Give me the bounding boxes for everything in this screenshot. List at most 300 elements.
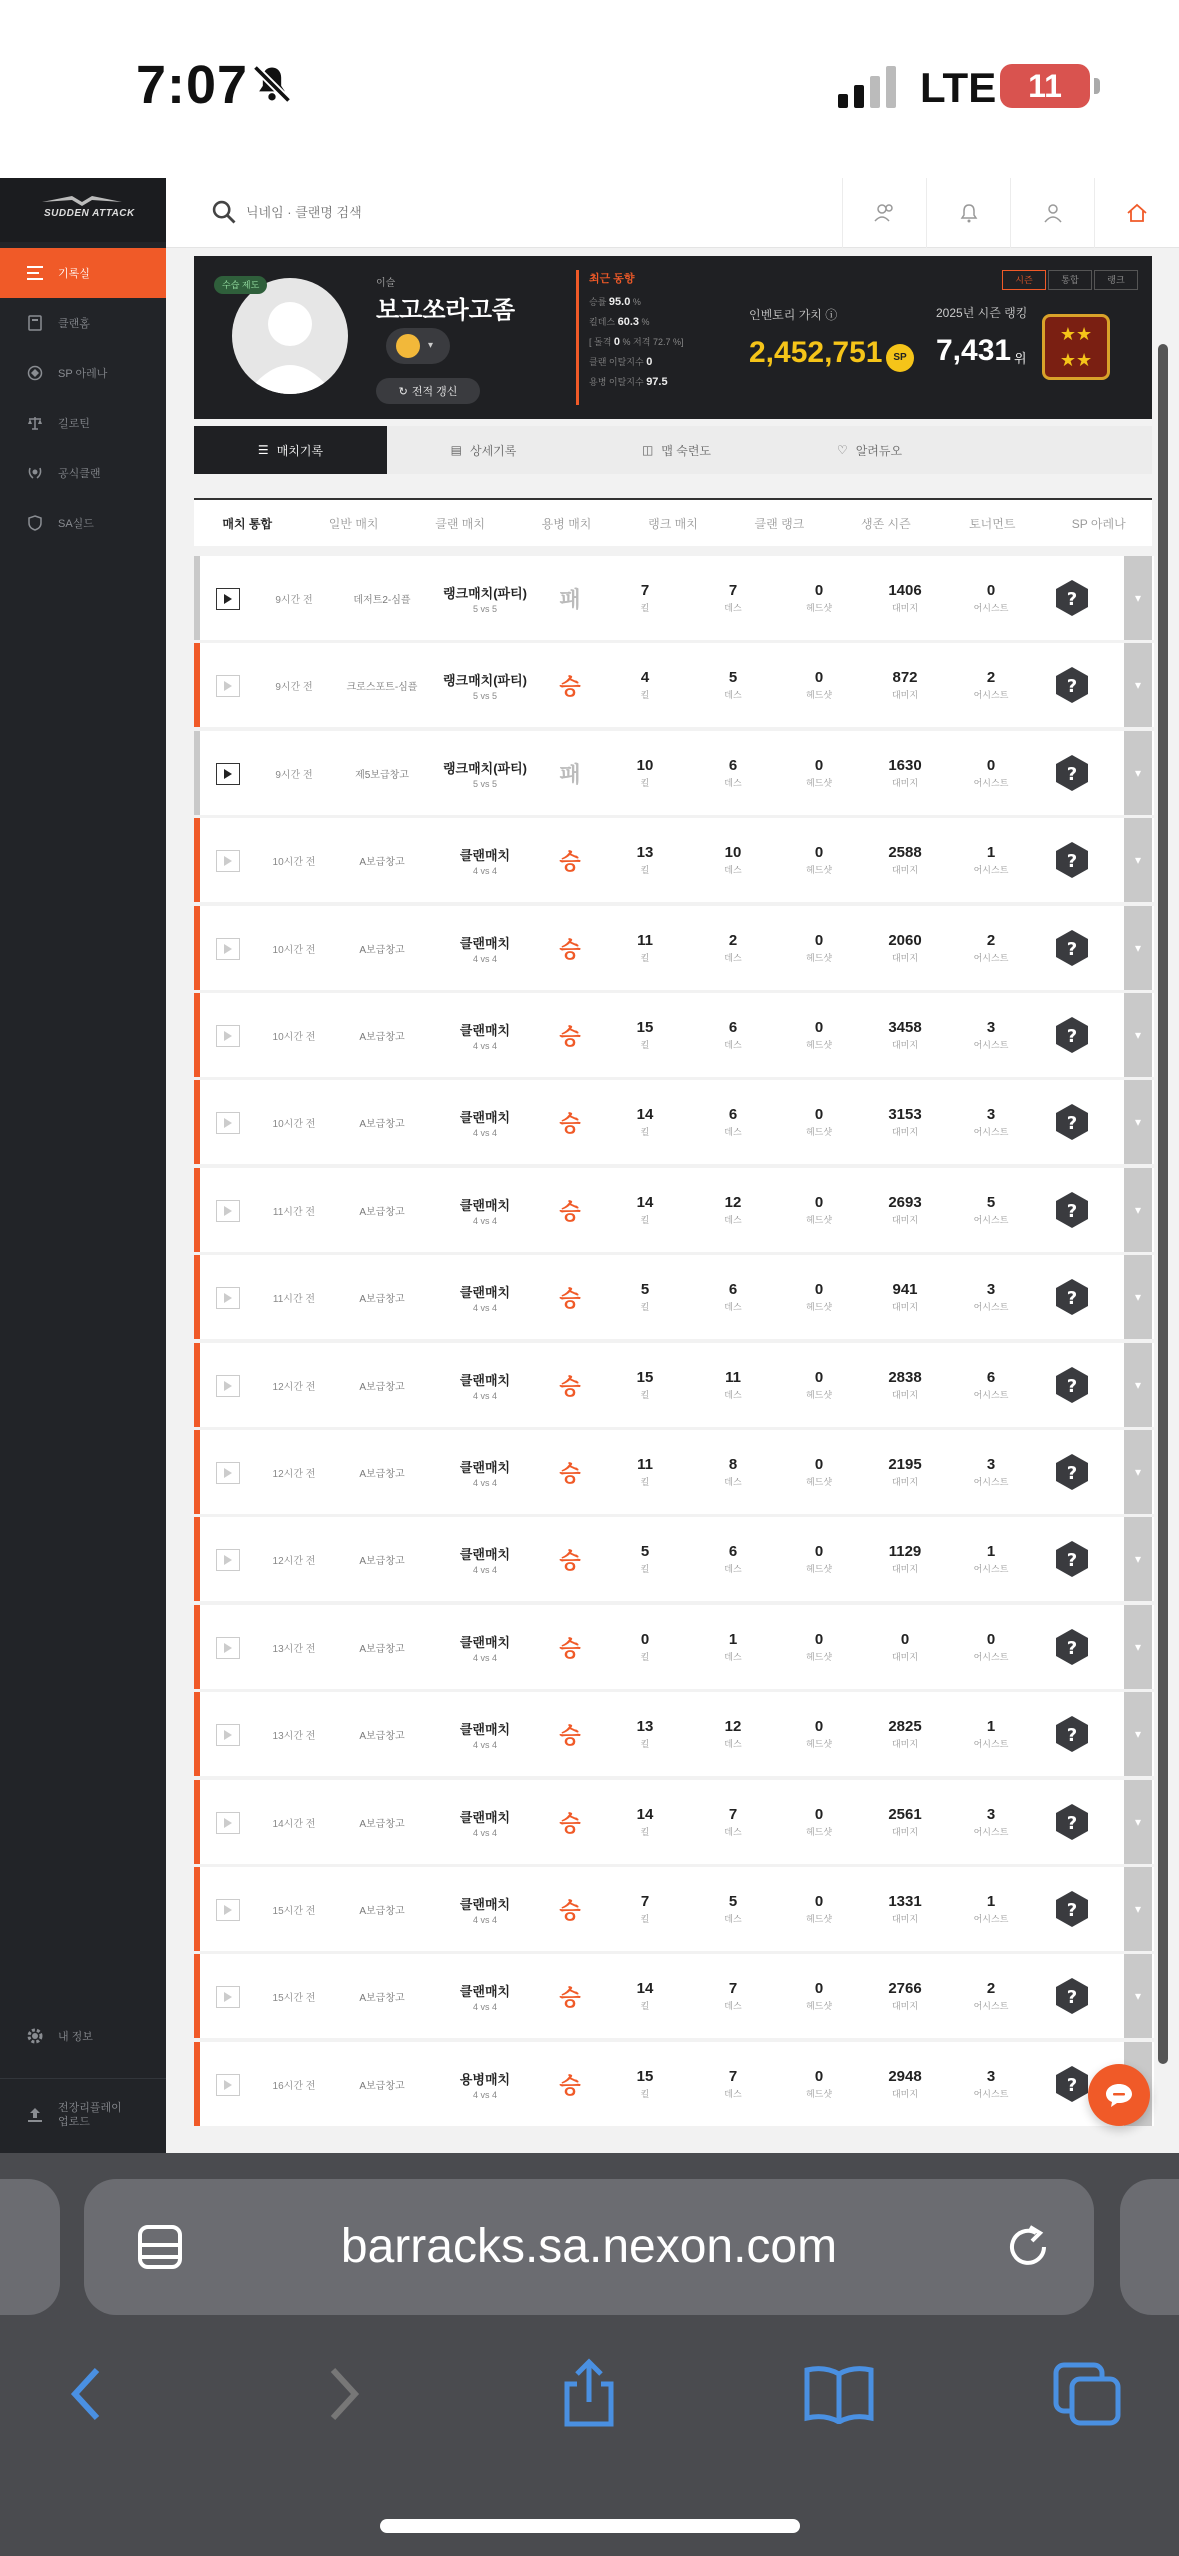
question-hex-icon	[1052, 1802, 1092, 1842]
expand-row-button[interactable]: ▾	[1124, 1692, 1152, 1776]
stat-damage: 2948 대미지	[888, 2068, 922, 2099]
replay-button[interactable]	[216, 938, 240, 960]
main-content	[166, 248, 1179, 2153]
bell-icon	[960, 203, 978, 223]
match-time: 13시간 전	[272, 1643, 316, 1655]
search-icon	[210, 198, 238, 226]
stat-headshot: 0 헤드샷	[805, 669, 833, 700]
filter-normal[interactable]: 일반 매치	[328, 516, 379, 531]
recent-title: 최근 동향	[589, 273, 635, 285]
stat-headshot: 0 헤드샷	[805, 1194, 833, 1225]
search-input[interactable]	[246, 194, 766, 230]
next-tab-peek[interactable]	[1120, 2179, 1179, 2315]
caret-down-icon: ▾	[428, 340, 434, 351]
match-mode	[430, 1517, 540, 1601]
result-bar	[194, 556, 200, 640]
logo[interactable]	[0, 178, 166, 242]
recent-winrate: 승률 95.0 %	[589, 296, 641, 308]
expand-row-button[interactable]: ▾	[1124, 1517, 1152, 1601]
replay-button[interactable]	[216, 1287, 240, 1309]
stat-headshot: 0 헤드샷	[805, 757, 833, 788]
question-hex-icon	[1052, 1539, 1092, 1579]
mode-team-size: 5 vs 5	[472, 690, 497, 701]
play-icon	[223, 594, 233, 604]
tab-duo[interactable]: ♡ 알려듀오	[836, 443, 903, 458]
expand-row-button[interactable]: ▾	[1124, 556, 1152, 640]
match-time: 12시간 전	[272, 1468, 316, 1480]
match-map: A보급창고	[359, 1643, 405, 1655]
recent-kd: 킬데스 60.3 %	[589, 316, 650, 328]
sidebar-item-guillotine[interactable]	[0, 398, 166, 448]
play-icon	[223, 1643, 233, 1653]
match-mode	[430, 1692, 540, 1776]
chevron-right-icon	[323, 2364, 363, 2424]
heart-icon: ♡	[836, 443, 848, 457]
avatar-placeholder-icon	[232, 278, 348, 394]
result-bar	[194, 1780, 200, 1864]
match-map: A보급창고	[359, 2080, 405, 2092]
status-time: 7:07	[136, 55, 249, 115]
question-hex-icon	[1052, 2064, 1092, 2104]
table-row[interactable]	[194, 1080, 1154, 1164]
play-icon	[223, 1730, 233, 1740]
match-map: A보급창고	[359, 1206, 405, 1218]
season-tab-season[interactable]: 시즌	[1002, 270, 1046, 290]
sidebar-item-clanhome[interactable]	[0, 298, 166, 348]
refresh-label: 전적 갱신	[411, 386, 458, 398]
match-result: 패	[559, 586, 581, 612]
mode-team-size: 4 vs 4	[472, 1302, 497, 1313]
stat-headshot: 0 헤드샷	[805, 2068, 833, 2099]
refresh-record-button[interactable]	[376, 378, 480, 404]
sidebar-item-label: SP 아레나	[58, 368, 108, 380]
notification-button[interactable]	[926, 178, 1010, 248]
replay-button[interactable]	[216, 1462, 240, 1484]
expand-row-button[interactable]: ▾	[1124, 818, 1152, 902]
match-result: 승	[559, 1373, 581, 1399]
stat-damage: 3153 대미지	[888, 1106, 922, 1137]
mode-team-size: 4 vs 4	[472, 1564, 497, 1575]
mode-team-size: 4 vs 4	[472, 1827, 497, 1838]
stat-death: 7 데스	[724, 1806, 742, 1837]
stat-damage: 1129 대미지	[888, 1543, 922, 1574]
battery-level: 11	[1028, 68, 1062, 104]
table-row[interactable]	[194, 1430, 1154, 1514]
match-map: A보급창고	[359, 1031, 405, 1043]
stat-headshot: 0 헤드샷	[805, 1456, 833, 1487]
stat-damage: 2588 대미지	[888, 844, 922, 875]
laurel-icon	[26, 464, 44, 482]
match-time: 15시간 전	[272, 1992, 316, 2004]
expand-row-button[interactable]: ▾	[1124, 993, 1152, 1077]
stat-damage: 2693 대미지	[888, 1194, 922, 1225]
match-result: 승	[559, 1460, 581, 1486]
filter-survival[interactable]: 생존 시즌	[860, 516, 911, 531]
stat-death: 6 데스	[724, 1281, 742, 1312]
back-button[interactable]	[42, 2349, 132, 2439]
result-bar	[194, 643, 200, 727]
expand-row-button[interactable]: ▾	[1124, 906, 1152, 990]
question-hex-icon	[1052, 1976, 1092, 2016]
replay-button[interactable]	[216, 1899, 240, 1921]
clan-name[interactable]: 이슬	[376, 278, 396, 289]
season-rank-value: 7,431	[936, 334, 1012, 367]
table-row[interactable]	[194, 906, 1154, 990]
svg-text:?: ?	[1066, 1987, 1078, 2008]
match-mode	[430, 1605, 540, 1689]
stat-damage: 2561 대미지	[888, 1806, 922, 1837]
table-row[interactable]	[194, 1255, 1154, 1339]
svg-text:?: ?	[1066, 1376, 1078, 1397]
match-time: 13시간 전	[272, 1730, 316, 1742]
replay-button[interactable]	[216, 1637, 240, 1659]
play-icon	[223, 1381, 233, 1391]
table-row[interactable]	[194, 2042, 1154, 2126]
inventory-label: 인벤토리 가치 ⓘ	[749, 308, 838, 322]
tab-map-skill[interactable]: ◫ 맵 숙련도	[641, 443, 712, 458]
play-icon	[223, 769, 233, 779]
stat-assist: 2 어시스트	[973, 932, 1009, 963]
sidebar-item-sa-shield[interactable]	[0, 498, 166, 548]
mode-name: 클랜매치	[459, 1634, 511, 1650]
signal-icon	[838, 66, 900, 108]
stat-assist: 5 어시스트	[973, 1194, 1009, 1225]
filter-mercenary[interactable]: 용병 매치	[541, 516, 592, 531]
rank-stars: ★★ ★★	[1059, 324, 1093, 370]
match-mode	[430, 1867, 540, 1951]
reload-icon[interactable]	[1002, 2221, 1054, 2273]
match-map: A보급창고	[359, 1730, 405, 1742]
logo-wing-icon	[42, 194, 122, 208]
upload-label: 전장리플레이 업로드	[58, 2101, 122, 2128]
sidebar-upload-replay[interactable]	[0, 2078, 166, 2150]
mode-name: 클랜매치	[459, 1809, 511, 1825]
mode-name: 클랜매치	[459, 1721, 511, 1737]
match-map: A보급창고	[359, 1818, 405, 1830]
inventory-value: 2,452,751	[749, 336, 883, 369]
question-hex-icon	[1052, 1627, 1092, 1667]
tab-match-record[interactable]: ☰ 매치기록	[194, 426, 387, 474]
table-row[interactable]	[194, 643, 1154, 727]
result-bar	[194, 1605, 200, 1689]
result-bar	[194, 2042, 200, 2126]
play-icon	[223, 856, 233, 866]
season-tab-total[interactable]: 통합	[1048, 270, 1092, 290]
mode-team-size: 4 vs 4	[472, 1127, 497, 1138]
stat-kill: 0 킬	[640, 1631, 650, 1662]
stat-kill: 14 킬	[636, 1980, 654, 2011]
filter-rank[interactable]: 랭크 매치	[648, 516, 698, 531]
replay-button[interactable]	[216, 1986, 240, 2008]
table-row[interactable]	[194, 556, 1154, 640]
match-map: A보급창고	[359, 1118, 405, 1130]
friends-icon	[874, 203, 896, 223]
match-result: 승	[559, 848, 581, 874]
match-result: 승	[559, 673, 581, 699]
browser-toolbar	[0, 2153, 1179, 2556]
emblem-selector[interactable]	[386, 328, 450, 364]
battery-icon	[1000, 64, 1090, 108]
mode-team-size: 4 vs 4	[472, 1215, 497, 1226]
match-result: 승	[559, 2072, 581, 2098]
my-info-label: 내 정보	[58, 2031, 93, 2043]
stat-headshot: 0 헤드샷	[805, 1806, 833, 1837]
table-row[interactable]	[194, 1954, 1154, 2038]
question-hex-icon	[1052, 1714, 1092, 1754]
stat-kill: 15 킬	[636, 1369, 654, 1400]
play-icon	[223, 1555, 233, 1565]
home-indicator	[380, 2519, 800, 2533]
sidebar-item-records[interactable]	[0, 248, 166, 298]
home-button[interactable]	[1094, 178, 1178, 248]
svg-text:?: ?	[1066, 2075, 1078, 2096]
stat-death: 2 데스	[724, 932, 742, 963]
scrollbar[interactable]	[1158, 344, 1168, 2064]
table-row[interactable]	[194, 1517, 1154, 1601]
replay-button[interactable]	[216, 1112, 240, 1134]
address-bar[interactable]	[84, 2179, 1094, 2315]
svg-text:?: ?	[1066, 1550, 1078, 1571]
stat-damage: 941 대미지	[891, 1281, 919, 1312]
match-map: A보급창고	[359, 1992, 405, 2004]
expand-row-button[interactable]: ▾	[1124, 731, 1152, 815]
stat-damage: 1406 대미지	[888, 582, 922, 613]
match-time: 10시간 전	[272, 1031, 316, 1043]
mode-name: 랭크매치(파티)	[442, 585, 527, 601]
expand-row-button[interactable]: ▾	[1124, 1954, 1152, 2038]
match-time: 12시간 전	[272, 1555, 316, 1567]
stat-kill: 7 킬	[640, 582, 650, 613]
match-map: A보급창고	[359, 1905, 405, 1917]
replay-button[interactable]	[216, 588, 240, 610]
replay-button[interactable]	[216, 1812, 240, 1834]
match-result: 승	[559, 936, 581, 962]
stat-kill: 13 킬	[636, 1718, 654, 1749]
stat-death: 8 데스	[724, 1456, 742, 1487]
table-row[interactable]	[194, 1692, 1154, 1776]
stat-death: 6 데스	[724, 1543, 742, 1574]
mode-team-size: 4 vs 4	[472, 2001, 497, 2012]
play-icon	[223, 944, 233, 954]
refresh-icon: ↻	[398, 385, 408, 398]
mode-team-size: 4 vs 4	[472, 1477, 497, 1488]
match-time: 10시간 전	[272, 856, 316, 868]
svg-text:?: ?	[1066, 1725, 1078, 1746]
match-time: 11시간 전	[272, 1293, 316, 1305]
forward-button[interactable]	[298, 2349, 388, 2439]
upload-icon	[26, 2106, 44, 2124]
svg-text:?: ?	[1066, 764, 1078, 785]
sidebar-my-info[interactable]	[0, 2016, 166, 2056]
replay-button[interactable]	[216, 1549, 240, 1571]
expand-row-button[interactable]: ▾	[1124, 1255, 1152, 1339]
play-icon	[223, 1992, 233, 2002]
sidebar-item-official-clan[interactable]	[0, 448, 166, 498]
stat-kill: 15 킬	[636, 1019, 654, 1050]
stat-death: 6 데스	[724, 1019, 742, 1050]
sidebar-item-label: 길로틴	[58, 418, 90, 430]
replay-button[interactable]	[216, 1025, 240, 1047]
stat-kill: 14 킬	[636, 1194, 654, 1225]
scale-icon	[26, 414, 44, 432]
match-result: 승	[559, 1722, 581, 1748]
question-hex-icon	[1052, 1102, 1092, 1142]
url-text: barracks.sa.nexon.com	[340, 2220, 838, 2273]
filter-all[interactable]: 매치 통합	[222, 516, 273, 531]
match-time: 15시간 전	[272, 1905, 316, 1917]
match-map: A보급창고	[359, 1468, 405, 1480]
svg-text:?: ?	[1066, 1900, 1078, 1921]
filter-clan[interactable]: 클랜 매치	[435, 516, 485, 531]
share-button[interactable]	[544, 2349, 634, 2439]
expand-row-button[interactable]: ▾	[1124, 1780, 1152, 1864]
table-row[interactable]	[194, 1168, 1154, 1252]
replay-button[interactable]	[216, 1200, 240, 1222]
stat-assist: 1 어시스트	[973, 1543, 1009, 1574]
stat-assist: 2 어시스트	[973, 669, 1009, 700]
mode-name: 랭크매치(파티)	[442, 672, 527, 688]
stat-headshot: 0 헤드샷	[805, 1631, 833, 1662]
mode-name: 클랜매치	[459, 1022, 511, 1038]
mode-team-size: 4 vs 4	[472, 1040, 497, 1051]
stat-damage: 2766 대미지	[888, 1980, 922, 2011]
table-row[interactable]	[194, 818, 1154, 902]
table-row[interactable]	[194, 993, 1154, 1077]
season-tabs	[1002, 270, 1138, 290]
match-map: A보급창고	[359, 1555, 405, 1567]
question-hex-icon	[1052, 840, 1092, 880]
sidebar	[0, 178, 166, 2153]
mode-team-size: 4 vs 4	[472, 1390, 497, 1401]
stat-damage: 3458 대미지	[888, 1019, 922, 1050]
match-time: 10시간 전	[272, 1118, 316, 1130]
expand-row-button[interactable]: ▾	[1124, 1343, 1152, 1427]
replay-button[interactable]	[216, 850, 240, 872]
sidebar-item-label: 기록실	[58, 268, 90, 280]
table-row[interactable]	[194, 731, 1154, 815]
expand-row-button[interactable]: ▾	[1124, 1168, 1152, 1252]
replay-button[interactable]	[216, 675, 240, 697]
friends-button[interactable]	[842, 178, 926, 248]
match-mode	[430, 731, 540, 815]
season-tab-rank[interactable]: 랭크	[1094, 270, 1138, 290]
bookmarks-button[interactable]	[794, 2349, 884, 2439]
match-result: 승	[559, 1547, 581, 1573]
expand-row-button[interactable]: ▾	[1124, 1080, 1152, 1164]
season-rank-label: 2025년 시즌 랭킹	[936, 306, 1028, 320]
match-map: A보급창고	[359, 1293, 405, 1305]
stat-kill: 10 킬	[636, 757, 654, 788]
question-hex-icon	[1052, 665, 1092, 705]
tab-detail-record[interactable]: ▤ 상세기록	[450, 443, 517, 458]
chart-icon: ▤	[450, 443, 462, 457]
account-button[interactable]	[1010, 178, 1094, 248]
stat-death: 1 데스	[724, 1631, 742, 1662]
stat-damage: 2195 대미지	[888, 1456, 922, 1487]
replay-button[interactable]	[216, 1375, 240, 1397]
mode-name: 클랜매치	[459, 1896, 511, 1912]
replay-button[interactable]	[216, 763, 240, 785]
stat-headshot: 0 헤드샷	[805, 1369, 833, 1400]
gear-icon	[26, 2027, 44, 2045]
sidebar-item-sp-arena[interactable]	[0, 348, 166, 398]
table-row[interactable]	[194, 1605, 1154, 1689]
stat-death: 10 데스	[724, 844, 742, 875]
svg-text:?: ?	[1066, 589, 1078, 610]
stat-damage: 0 대미지	[891, 1631, 919, 1662]
table-row[interactable]	[194, 1780, 1154, 1864]
mode-name: 클랜매치	[459, 1983, 511, 1999]
match-map: 제5보급창고	[355, 769, 409, 781]
stat-assist: 3 어시스트	[973, 2068, 1009, 2099]
play-icon	[223, 1031, 233, 1041]
match-mode	[430, 906, 540, 990]
battery-cap	[1094, 78, 1100, 94]
stat-headshot: 0 헤드샷	[805, 1019, 833, 1050]
sidebar-item-label: SA실드	[58, 518, 94, 530]
prev-tab-peek[interactable]	[0, 2179, 60, 2315]
mode-team-size: 4 vs 4	[472, 865, 497, 876]
stat-kill: 5 킬	[640, 1281, 650, 1312]
status-badge: 수습 제도	[214, 276, 267, 294]
table-row[interactable]	[194, 1343, 1154, 1427]
filter-tournament[interactable]: 토너먼트	[969, 516, 1016, 531]
match-result: 승	[559, 1810, 581, 1836]
question-hex-icon	[1052, 1365, 1092, 1405]
match-time: 9시간 전	[275, 769, 313, 781]
replay-button[interactable]	[216, 1724, 240, 1746]
play-icon	[223, 2080, 233, 2090]
expand-row-button[interactable]: ▾	[1124, 1605, 1152, 1689]
share-icon	[557, 2358, 621, 2430]
tabs-button[interactable]	[1042, 2349, 1132, 2439]
browser-nav	[0, 2349, 1179, 2449]
question-hex-icon	[1052, 928, 1092, 968]
table-row[interactable]	[194, 1867, 1154, 1951]
stat-kill: 14 킬	[636, 1106, 654, 1137]
svg-text:?: ?	[1066, 1638, 1078, 1659]
match-map: A보급창고	[359, 944, 405, 956]
match-time: 9시간 전	[275, 594, 313, 606]
recent-weapon-split: [ 돌격 0 % 저격 72.7 %]	[589, 336, 684, 348]
chat-icon	[1104, 2082, 1134, 2108]
match-filter-bar	[194, 498, 1152, 546]
chat-button[interactable]	[1088, 2064, 1150, 2126]
match-mode	[430, 1255, 540, 1339]
result-bar	[194, 993, 200, 1077]
result-bar	[194, 1692, 200, 1776]
question-hex-icon	[1052, 1452, 1092, 1492]
match-map: A보급창고	[359, 1381, 405, 1393]
filter-clan-rank[interactable]: 클랜 랭크	[754, 516, 805, 531]
match-mode	[430, 643, 540, 727]
expand-row-button[interactable]: ▾	[1124, 1867, 1152, 1951]
play-icon	[223, 1293, 233, 1303]
stat-assist: 0 어시스트	[973, 1631, 1009, 1662]
mode-team-size: 4 vs 4	[472, 1914, 497, 1925]
player-nickname: 보고쏘라고좀	[376, 297, 516, 324]
stat-kill: 7 킬	[640, 1893, 650, 1924]
recent-merc-leave: 용병 이탈지수 97.5	[589, 376, 668, 388]
result-bar	[194, 1168, 200, 1252]
rank-emblem-icon	[1042, 314, 1110, 380]
filter-sp-arena[interactable]: SP 아레나	[1071, 516, 1126, 531]
stat-assist: 0 어시스트	[973, 757, 1009, 788]
expand-row-button[interactable]: ▾	[1124, 1430, 1152, 1514]
replay-button[interactable]	[216, 2074, 240, 2096]
stat-assist: 3 어시스트	[973, 1019, 1009, 1050]
expand-row-button[interactable]: ▾	[1124, 643, 1152, 727]
